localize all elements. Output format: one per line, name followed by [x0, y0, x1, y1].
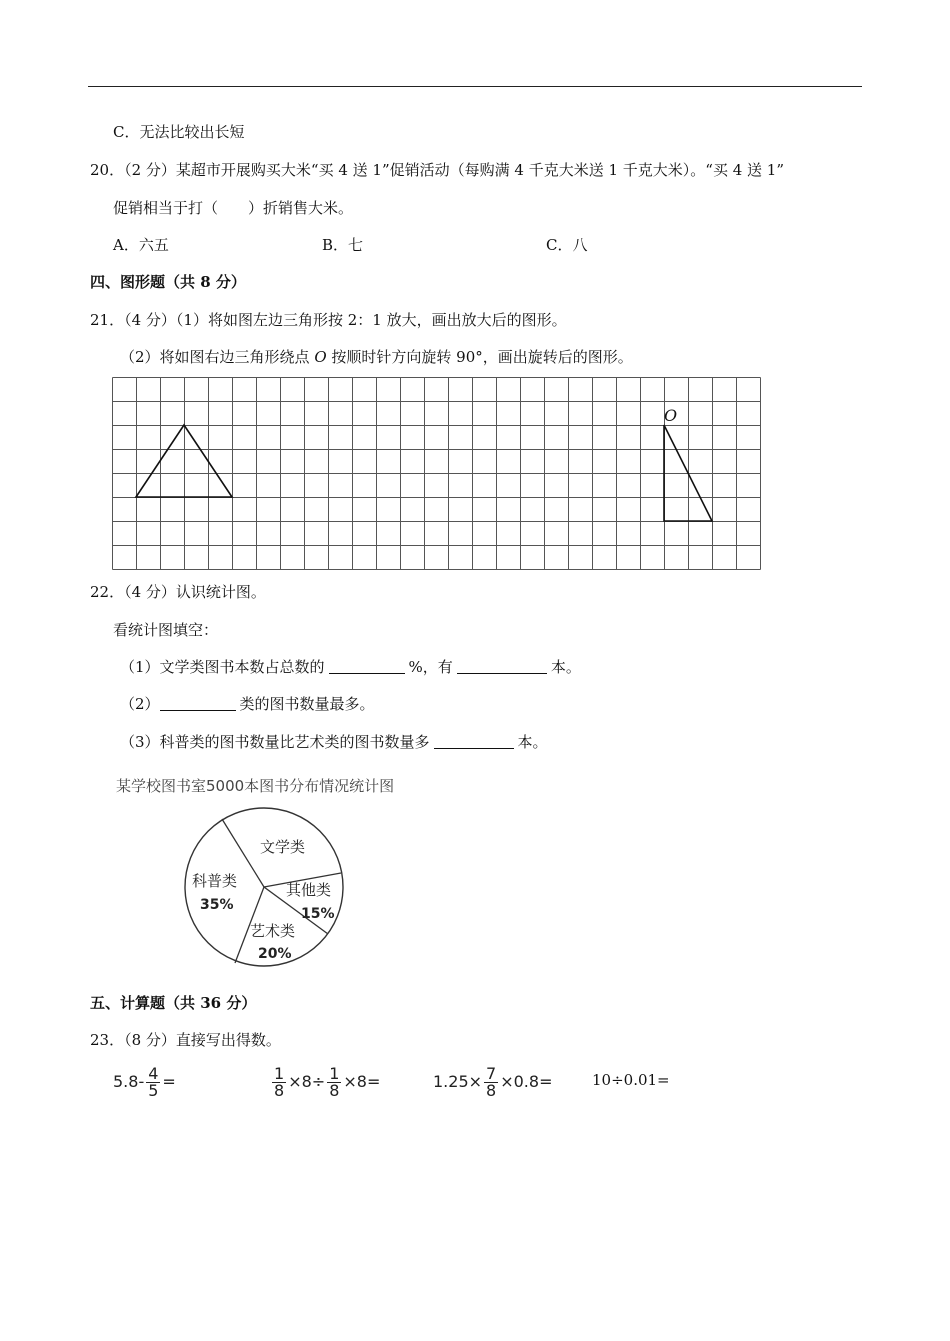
chart-title: 某学校图书室5000本图书分布情况统计图	[116, 777, 395, 795]
q21-text-line2: （2）将如图右边三角形绕点 O 按顺时针方向旋转 90°，画出旋转后的图形。	[120, 348, 633, 366]
q19-option-c: C．无法比较出长短	[113, 123, 245, 141]
slice-label-kepu: 科普类	[192, 872, 238, 890]
slice-label-yishu: 艺术类	[250, 922, 296, 940]
expression-1: 5.8- $\frac{4}{5}$ =	[113, 1064, 176, 1100]
q20-option-c: C．八	[546, 236, 588, 254]
q20-option-a: A．六五	[113, 236, 169, 254]
q22-sub2: （2） 类的图书数量最多。	[120, 695, 375, 713]
q22-text-line2: 看统计图填空：	[113, 621, 219, 639]
q20-option-b: B．七	[322, 236, 364, 254]
q21-text-line1: 21．（4 分）（1）将如图左边三角形按 2：1 放大，画出放大后的图形。	[90, 311, 567, 329]
expression-4: 10÷0.01=	[592, 1071, 670, 1089]
answer-blank-3[interactable]	[160, 696, 236, 711]
expression-3: 1.25× $\frac{7}{8}$ ×0.8=	[433, 1064, 553, 1100]
q20-text-line1: 20．（2 分）某超市开展购买大米“买 4 送 1”促销活动（每购满 4 千克大米送 1 千克大米）。“买 4 送 1”	[90, 161, 785, 179]
q23-text-line1: 23．（8 分）直接写出得数。	[90, 1031, 281, 1049]
q22-sub1: （1）文学类图书本数占总数的 %，有 本。	[120, 658, 581, 676]
section4-title: 四、图形题（共 8 分）	[90, 273, 246, 291]
expression-2: $\frac{1}{8}$ ×8÷ $\frac{1}{8}$ ×8=	[274, 1064, 381, 1100]
slice-value-qita: 15%	[301, 906, 335, 922]
point-o-label: O	[664, 406, 678, 425]
answer-blank-1[interactable]	[329, 659, 405, 674]
q22-text-line1: 22．（4 分）认识统计图。	[90, 583, 266, 601]
header-rule	[88, 86, 862, 87]
section5-title: 五、计算题（共 36 分）	[90, 994, 257, 1012]
q20-text-line2: 促销相当于打（ ）折销售大米。	[113, 199, 354, 217]
answer-blank-2[interactable]	[457, 659, 547, 674]
pie-chart	[180, 805, 350, 975]
grid-figure	[112, 377, 762, 570]
slice-value-yishu: 20%	[258, 946, 292, 962]
slice-value-kepu: 35%	[200, 897, 234, 913]
answer-blank-4[interactable]	[434, 734, 514, 749]
q22-sub3: （3）科普类的图书数量比艺术类的图书数量多 本。	[120, 733, 548, 751]
slice-label-wenxue: 文学类	[260, 838, 306, 856]
slice-label-qita: 其他类	[286, 881, 332, 899]
